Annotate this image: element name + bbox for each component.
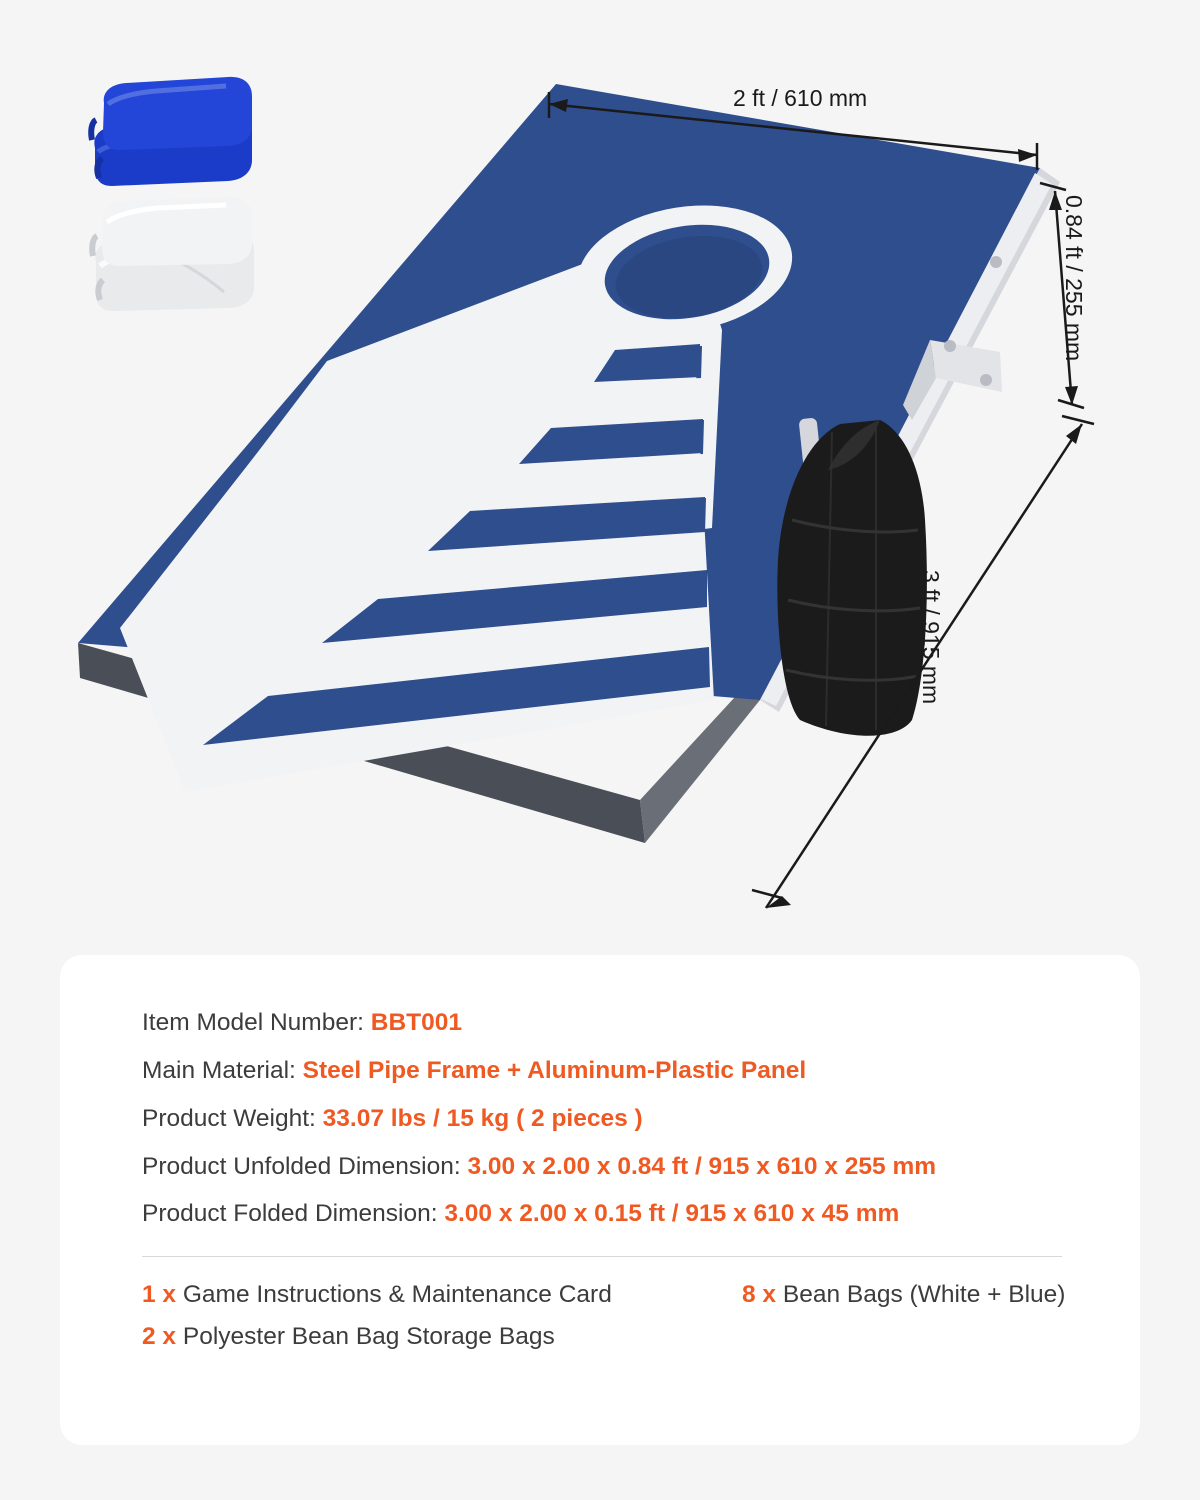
- blue-bean-bag-stack: [91, 77, 252, 186]
- spec-label-weight: Product Weight:: [142, 1104, 316, 1132]
- white-bean-bag-stack: [92, 197, 254, 311]
- include-text-bean-bags: Bean Bags (White + Blue): [782, 1280, 1066, 1308]
- dimension-label-length: 3 ft / 915 mm: [918, 570, 944, 705]
- dimension-label-width: 2 ft / 610 mm: [733, 85, 868, 111]
- spec-row-model: [142, 1007, 1080, 1038]
- spec-value-weight: 33.07 lbs / 15 kg ( 2 pieces ): [322, 1104, 643, 1132]
- specification-card: [60, 955, 1140, 1445]
- dimension-label-height: 0.84 ft / 255 mm: [1061, 195, 1087, 362]
- spec-value-model: BBT001: [370, 1009, 462, 1036]
- spec-row-weight: [142, 1103, 1080, 1134]
- spec-value-material: Steel Pipe Frame + Aluminum-Plastic Panel: [302, 1056, 807, 1084]
- include-qty-bean-bags: 8 x: [742, 1280, 777, 1308]
- spec-row-material: [142, 1055, 1080, 1086]
- package-includes-right-column: [742, 1281, 1065, 1323]
- spec-label-model: Item Model Number:: [142, 1009, 364, 1036]
- include-qty-storage-bags: 2 x: [142, 1322, 177, 1350]
- include-qty-instructions: 1 x: [142, 1280, 177, 1308]
- spec-row-unfolded-dimension: [142, 1151, 1080, 1182]
- spec-value-folded-dimension: 3.00 x 2.00 x 0.15 ft / 915 x 610 x 45 mm: [444, 1200, 900, 1228]
- spec-value-unfolded-dimension: 3.00 x 2.00 x 0.84 ft / 915 x 610 x 255 mm: [467, 1152, 937, 1180]
- card-divider: [142, 1256, 1062, 1257]
- include-text-storage-bags: Polyester Bean Bag Storage Bags: [182, 1322, 555, 1350]
- spec-row-folded-dimension: [142, 1198, 1080, 1229]
- spec-label-material: Main Material:: [142, 1056, 296, 1084]
- spec-label-unfolded-dimension: Product Unfolded Dimension:: [142, 1152, 461, 1180]
- spec-label-folded-dimension: Product Folded Dimension:: [142, 1200, 438, 1228]
- include-text-instructions: Game Instructions & Maintenance Card: [182, 1280, 612, 1308]
- package-includes-list: [142, 1280, 1066, 1351]
- include-item-bean-bags: [742, 1281, 1065, 1309]
- include-item-storage-bags: [142, 1323, 1062, 1351]
